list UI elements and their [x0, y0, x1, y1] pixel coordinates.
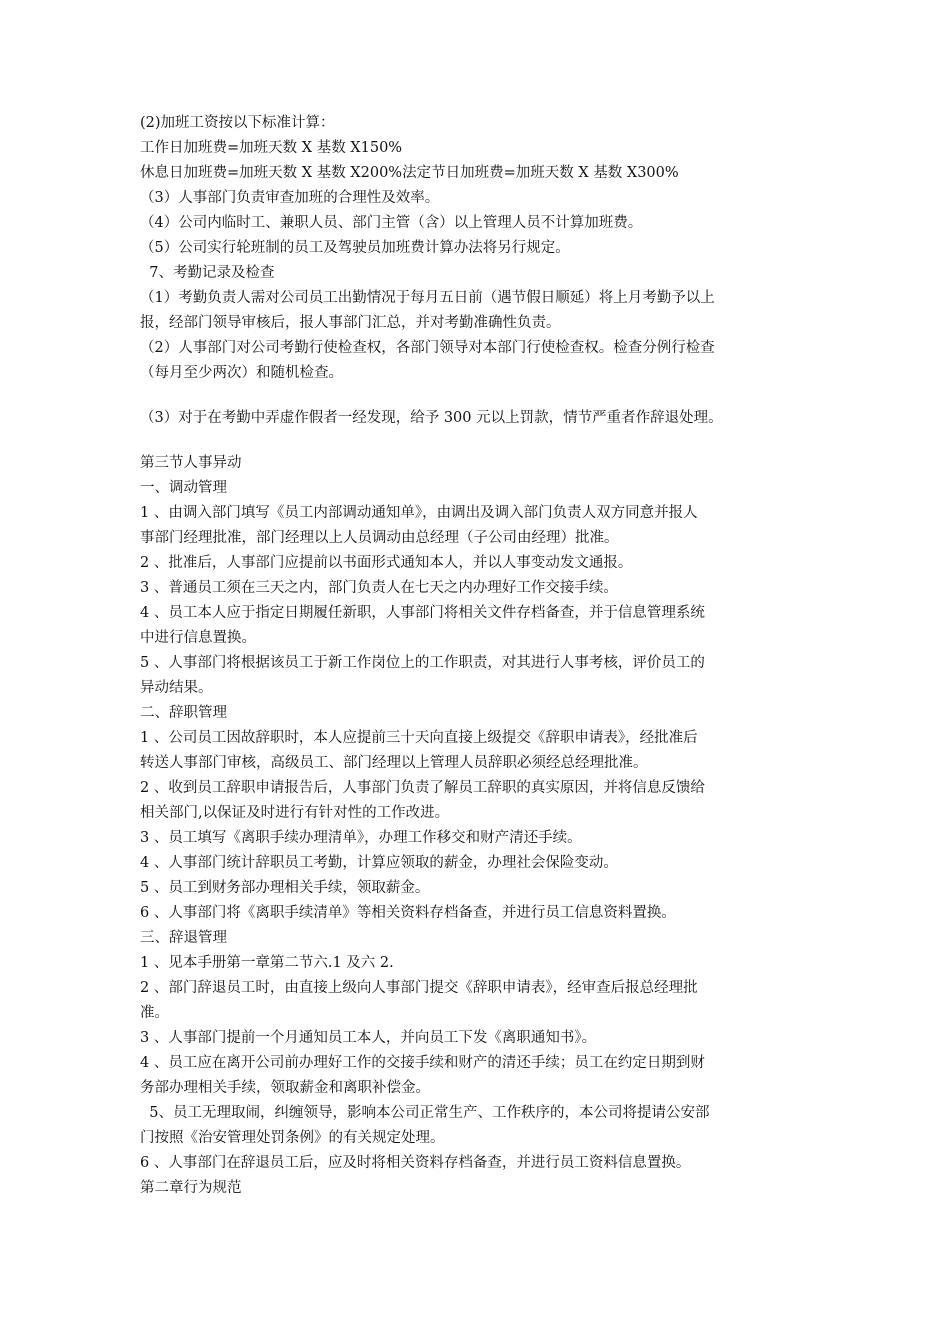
text-line: 3 、人事部门提前一个月通知员工本人，并向员工下发《离职通知书》。: [140, 1030, 597, 1046]
section-heading: 7、考勤记录及检查: [140, 265, 275, 281]
text-line: 1 、公司员工因故辞职时，本人应提前三十天向直接上级提交《辞职申请表》，经批准后: [140, 730, 698, 746]
text-line: 4 、员工本人应于指定日期履任新职，人事部门将相关文件存档备查，并于信息管理系统: [140, 605, 705, 621]
text-line: 中进行信息置换。: [140, 630, 256, 646]
text-line: 事部门经理批准，部门经理以上人员调动由总经理（子公司由经理）批准。: [140, 530, 619, 546]
subsection-heading: 二、辞职管理: [140, 705, 227, 721]
text-line: （5）公司实行轮班制的员工及驾驶员加班费计算办法将另行规定。: [140, 240, 570, 256]
text-line: 5、员工无理取闹，纠缠领导，影响本公司正常生产、工作秩序的，本公司将提请公安部: [140, 1105, 710, 1121]
subsection-heading: 三、辞退管理: [140, 930, 227, 946]
text-line: （4）公司内临时工、兼职人员、部门主管（含）以上管理人员不计算加班费。: [140, 215, 643, 231]
text-line: 3 、普通员工须在三天之内，部门负责人在七天之内办理好工作交接手续。: [140, 580, 618, 596]
text-line: 4 、员工应在离开公司前办理好工作的交接手续和财产的清还手续；员工在约定日期到财: [140, 1055, 705, 1071]
text-line: （3）对于在考勤中弄虚作假者一经发现，给予 300 元以上罚款，情节严重者作辞退处理。: [140, 410, 723, 426]
section-heading: 第三节人事异动: [140, 455, 242, 471]
text-line: （2）人事部门对公司考勤行使检查权，各部门领导对本部门行使检查权。检查分例行检查: [140, 340, 715, 356]
text-line: 1 、见本手册第一章第二节六.1 及六 2.: [140, 955, 394, 971]
text-line: 1 、由调入部门填写《员工内部调动通知单》，由调出及调入部门负责人双方同意并报人: [140, 505, 698, 521]
text-line: （1）考勤负责人需对公司员工出勤情况于每月五日前（遇节假日顺延）将上月考勤予以上: [140, 290, 715, 306]
text-line: 报，经部门领导审核后，报人事部门汇总，并对考勤准确性负责。: [140, 315, 561, 331]
text-line: （每月至少两次）和随机检查。: [140, 365, 343, 381]
text-line: 6 、人事部门将《离职手续清单》等相关资料存档备查，并进行员工信息资料置换。: [140, 905, 676, 921]
text-line: 相关部门,以保证及时进行有针对性的工作改进。: [140, 805, 450, 821]
subsection-heading: 一、调动管理: [140, 480, 227, 496]
text-line: 工作日加班费=加班天数 X 基数 X150%: [140, 140, 403, 156]
text-line: 6 、人事部门在辞退员工后，应及时将相关资料存档备查，并进行员工资料信息置换。: [140, 1155, 691, 1171]
text-line: 5 、人事部门将根据该员工于新工作岗位上的工作职责，对其进行人事考核，评价员工的: [140, 655, 705, 671]
text-line: 2 、部门辞退员工时，由直接上级向人事部门提交《辞职申请表》，经审查后报总经理批: [140, 980, 698, 996]
text-line: （3）人事部门负责审查加班的合理性及效率。: [140, 190, 440, 206]
text-line: 休息日加班费=加班天数 X 基数 X200%法定节日加班费=加班天数 X 基数 X300%: [140, 165, 679, 181]
text-line: 异动结果。: [140, 680, 213, 696]
text-line: 4 、人事部门统计辞职员工考勤，计算应领取的薪金，办理社会保险变动。: [140, 855, 618, 871]
text-line: 5 、员工到财务部办理相关手续，领取薪金。: [140, 880, 430, 896]
text-line: 准。: [140, 1005, 169, 1021]
chapter-heading: 第二章行为规范: [140, 1180, 242, 1196]
text-line: 务部办理相关手续，领取薪金和离职补偿金。: [140, 1080, 430, 1096]
text-line: (2)加班工资按以下标准计算：: [140, 115, 335, 131]
text-line: 2 、批准后，人事部门应提前以书面形式通知本人，并以人事变动发文通报。: [140, 555, 633, 571]
text-line: 2 、收到员工辞职申请报告后，人事部门负责了解员工辞职的真实原因，并将信息反馈给: [140, 780, 705, 796]
document-page: [140, 111, 810, 1201]
text-line: 3 、员工填写《离职手续办理清单》，办理工作移交和财产清还手续。: [140, 830, 582, 846]
text-line: 转送人事部门审核，高级员工、部门经理以上管理人员辞职必须经总经理批准。: [140, 755, 648, 771]
text-line: 门按照《治安管理处罚条例》的有关规定处理。: [140, 1130, 445, 1146]
